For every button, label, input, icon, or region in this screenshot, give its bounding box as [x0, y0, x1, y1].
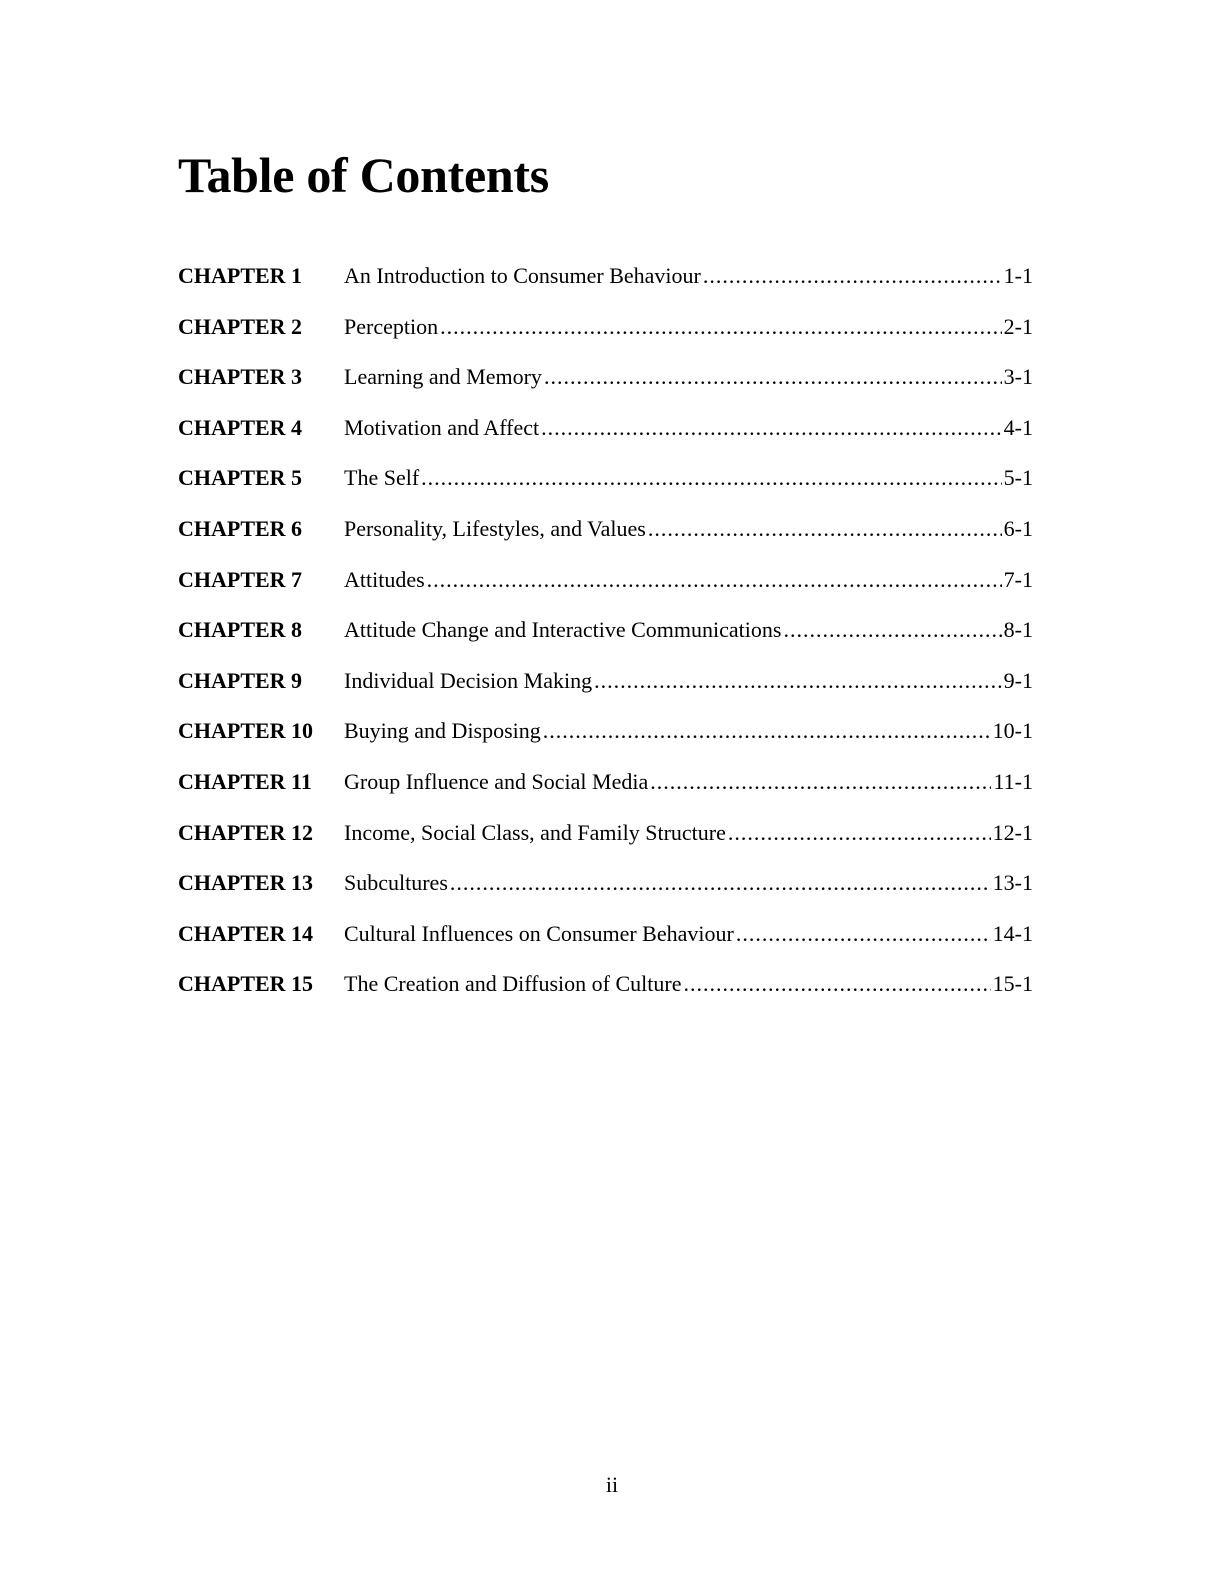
chapter-label: CHAPTER 15	[178, 971, 314, 997]
chapter-label: CHAPTER 9	[178, 667, 303, 693]
page-title: Table of Contents	[178, 147, 549, 203]
chapter-page-number: 11-1	[993, 768, 1033, 794]
chapter-page-number: 13-1	[992, 870, 1033, 896]
toc-entry[interactable]	[178, 256, 1033, 307]
chapter-page-number: 2-1	[1003, 313, 1033, 339]
chapter-title: Cultural Influences on Consumer Behaviour	[344, 920, 734, 946]
dot-leader	[683, 964, 990, 1004]
dot-leader	[703, 256, 1002, 296]
dot-leader	[541, 408, 1002, 448]
toc-entry[interactable]	[178, 711, 1033, 762]
chapter-title: Learning and Memory	[344, 364, 542, 390]
chapter-label: CHAPTER 7	[178, 566, 303, 592]
chapter-title: Group Influence and Social Media	[344, 768, 649, 794]
toc-entry[interactable]	[178, 560, 1033, 611]
chapter-label: CHAPTER 12	[178, 819, 314, 845]
dot-leader	[440, 307, 1002, 347]
dot-leader	[783, 610, 1001, 650]
chapter-title: Attitude Change and Interactive Communications	[344, 617, 782, 643]
toc-entry[interactable]	[178, 357, 1033, 408]
table-of-contents	[178, 256, 1033, 1015]
chapter-label: CHAPTER 1	[178, 263, 303, 288]
dot-leader	[544, 357, 1002, 397]
chapter-page-number: 4-1	[1003, 414, 1033, 440]
chapter-title: The Creation and Diffusion of Culture	[344, 971, 682, 997]
toc-entry[interactable]	[178, 762, 1033, 813]
dot-leader	[450, 863, 991, 903]
toc-entry[interactable]	[178, 863, 1033, 914]
dot-leader	[427, 560, 1002, 600]
chapter-page-number: 7-1	[1003, 566, 1033, 592]
toc-entry[interactable]	[178, 458, 1033, 509]
chapter-page-number: 15-1	[992, 971, 1033, 997]
toc-entry[interactable]	[178, 813, 1033, 864]
chapter-label: CHAPTER 3	[178, 364, 303, 390]
chapter-label: CHAPTER 11	[178, 768, 312, 794]
toc-entry[interactable]	[178, 307, 1033, 358]
dot-leader	[650, 762, 991, 802]
chapter-label: CHAPTER 8	[178, 617, 303, 643]
chapter-page-number: 8-1	[1003, 617, 1033, 643]
chapter-label: CHAPTER 5	[178, 465, 303, 491]
toc-entry[interactable]	[178, 661, 1033, 712]
page-number: ii	[605, 1472, 619, 1497]
chapter-page-number: 9-1	[1003, 667, 1033, 693]
toc-entry[interactable]	[178, 964, 1033, 1015]
dot-leader	[736, 914, 991, 954]
chapter-title: Subcultures	[344, 870, 448, 896]
chapter-label: CHAPTER 10	[178, 718, 314, 744]
chapter-title: Attitudes	[344, 566, 425, 592]
dot-leader	[594, 661, 1002, 701]
dot-leader	[543, 711, 991, 751]
toc-entry[interactable]	[178, 509, 1033, 560]
chapter-title: Buying and Disposing	[344, 718, 541, 744]
chapter-page-number: 10-1	[992, 718, 1033, 744]
chapter-label: CHAPTER 13	[178, 870, 314, 896]
toc-entry[interactable]	[178, 408, 1033, 459]
chapter-page-number: 3-1	[1003, 364, 1033, 390]
chapter-page-number: 14-1	[992, 920, 1033, 946]
toc-entry[interactable]	[178, 914, 1033, 965]
chapter-title: An Introduction to Consumer Behaviour	[344, 263, 701, 288]
chapter-title: The Self	[344, 465, 420, 491]
chapter-page-number: 12-1	[992, 819, 1033, 845]
chapter-title: Motivation and Affect	[344, 414, 540, 440]
chapter-page-number: 5-1	[1003, 465, 1033, 491]
chapter-title: Individual Decision Making	[344, 667, 593, 693]
dot-leader	[648, 509, 1002, 549]
chapter-title: Income, Social Class, and Family Structure	[344, 819, 726, 845]
dot-leader	[421, 458, 1002, 498]
chapter-label: CHAPTER 4	[178, 414, 303, 440]
chapter-title: Perception	[344, 313, 439, 339]
dot-leader	[728, 813, 991, 853]
chapter-label: CHAPTER 2	[178, 313, 303, 339]
chapter-page-number: 1-1	[1003, 263, 1033, 288]
toc-entry[interactable]	[178, 610, 1033, 661]
chapter-page-number: 6-1	[1003, 515, 1033, 541]
chapter-label: CHAPTER 14	[178, 920, 314, 946]
chapter-label: CHAPTER 6	[178, 515, 303, 541]
chapter-title: Personality, Lifestyles, and Values	[344, 515, 646, 541]
